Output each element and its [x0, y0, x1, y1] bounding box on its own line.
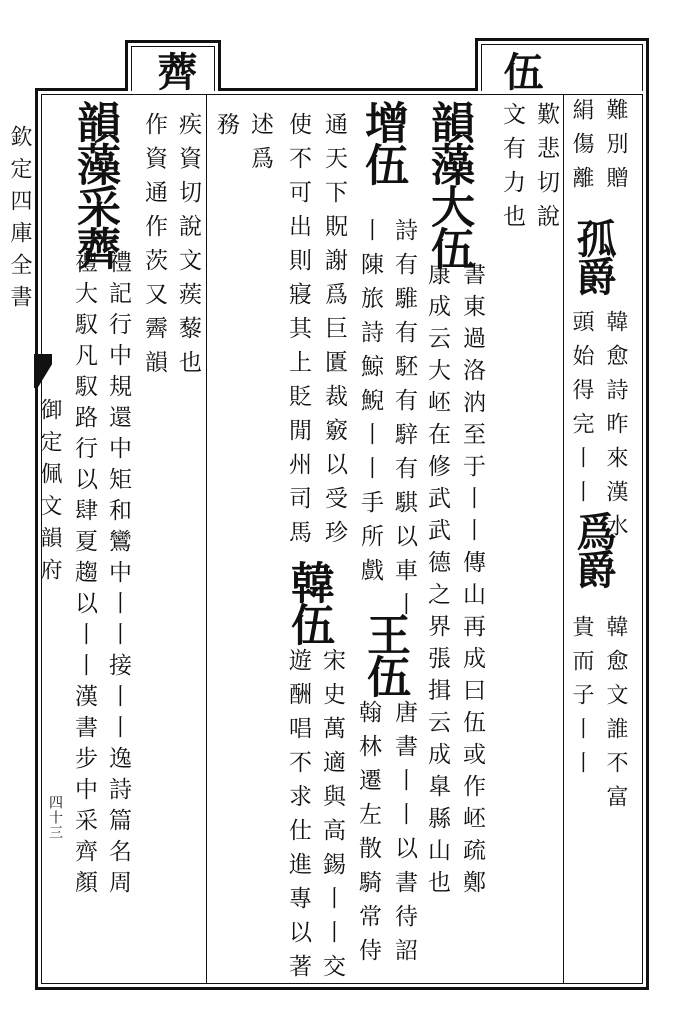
- column-rule: [563, 94, 564, 984]
- text-column: 通天下貺謝爲巨匱裁竅以受珍: [321, 112, 347, 554]
- text-column: 宋史萬適與高錫丨丨交: [319, 648, 345, 988]
- text-column: 書東過洛汭至于丨丨傳山再成曰伍或作岯疏鄭: [459, 262, 485, 902]
- text-column: 文有力也: [499, 102, 525, 238]
- text-column: 丨陳旅詩鯨鯢丨丨手所戲: [357, 218, 383, 592]
- text-column: 禮大馭凡馭路行以肆夏趨以丨丨漢書步中采齊顏: [71, 250, 97, 901]
- book-title: 欽定四庫全書: [7, 125, 32, 317]
- text-column: 唐書丨丨以書待詔: [391, 700, 417, 972]
- text-column: 韓愈詩昨來漢水: [603, 310, 628, 548]
- text-column: 作資通作茨又霽韻: [141, 112, 167, 384]
- text-column: 貴而子丨丨: [569, 615, 594, 785]
- left-tab-heading: 薺: [151, 51, 198, 89]
- text-column: 韓愈文誰不富: [603, 615, 628, 819]
- entry-heading: 爲爵: [570, 511, 617, 587]
- text-column: 難別贈: [603, 98, 628, 200]
- text-column: 絹傷離: [569, 98, 594, 200]
- right-tab-heading: 伍: [497, 51, 544, 89]
- entry-heading: 韻藻采薺: [69, 100, 120, 268]
- text-column: 康成云大岯在修武武德之界張揖云成臯縣山也: [424, 262, 450, 902]
- text-column: 務: [213, 112, 239, 146]
- entry-heading: 孤爵: [570, 218, 617, 294]
- text-column: 頭始得完丨丨: [569, 310, 594, 514]
- entry-heading: 韓伍: [283, 560, 334, 644]
- text-column: 詩有騅有駓有騂有騏以車丨: [391, 218, 417, 626]
- text-column: 遊酬唱不求仕進專以著: [285, 648, 311, 988]
- entry-heading: 增伍: [357, 100, 408, 184]
- text-column: 翰林遷左散騎常侍: [355, 700, 381, 972]
- text-column: 使不可出則寢其上貶閒州司馬: [285, 112, 311, 554]
- entry-heading: 韻藻大伍: [423, 100, 474, 268]
- column-rule: [206, 94, 207, 984]
- text-column: 述爲: [247, 112, 273, 180]
- page-number: 四十三: [47, 795, 63, 840]
- book-subtitle: 御定佩文韻府: [37, 398, 62, 590]
- text-column: 禮記行中規還中矩和鸞中丨丨接丨丨逸詩篇名周: [105, 250, 131, 901]
- entry-heading: 王伍: [359, 612, 410, 696]
- text-column: 歎悲切說: [533, 102, 559, 238]
- text-column: 疾資切說文蒺藜也: [175, 112, 201, 384]
